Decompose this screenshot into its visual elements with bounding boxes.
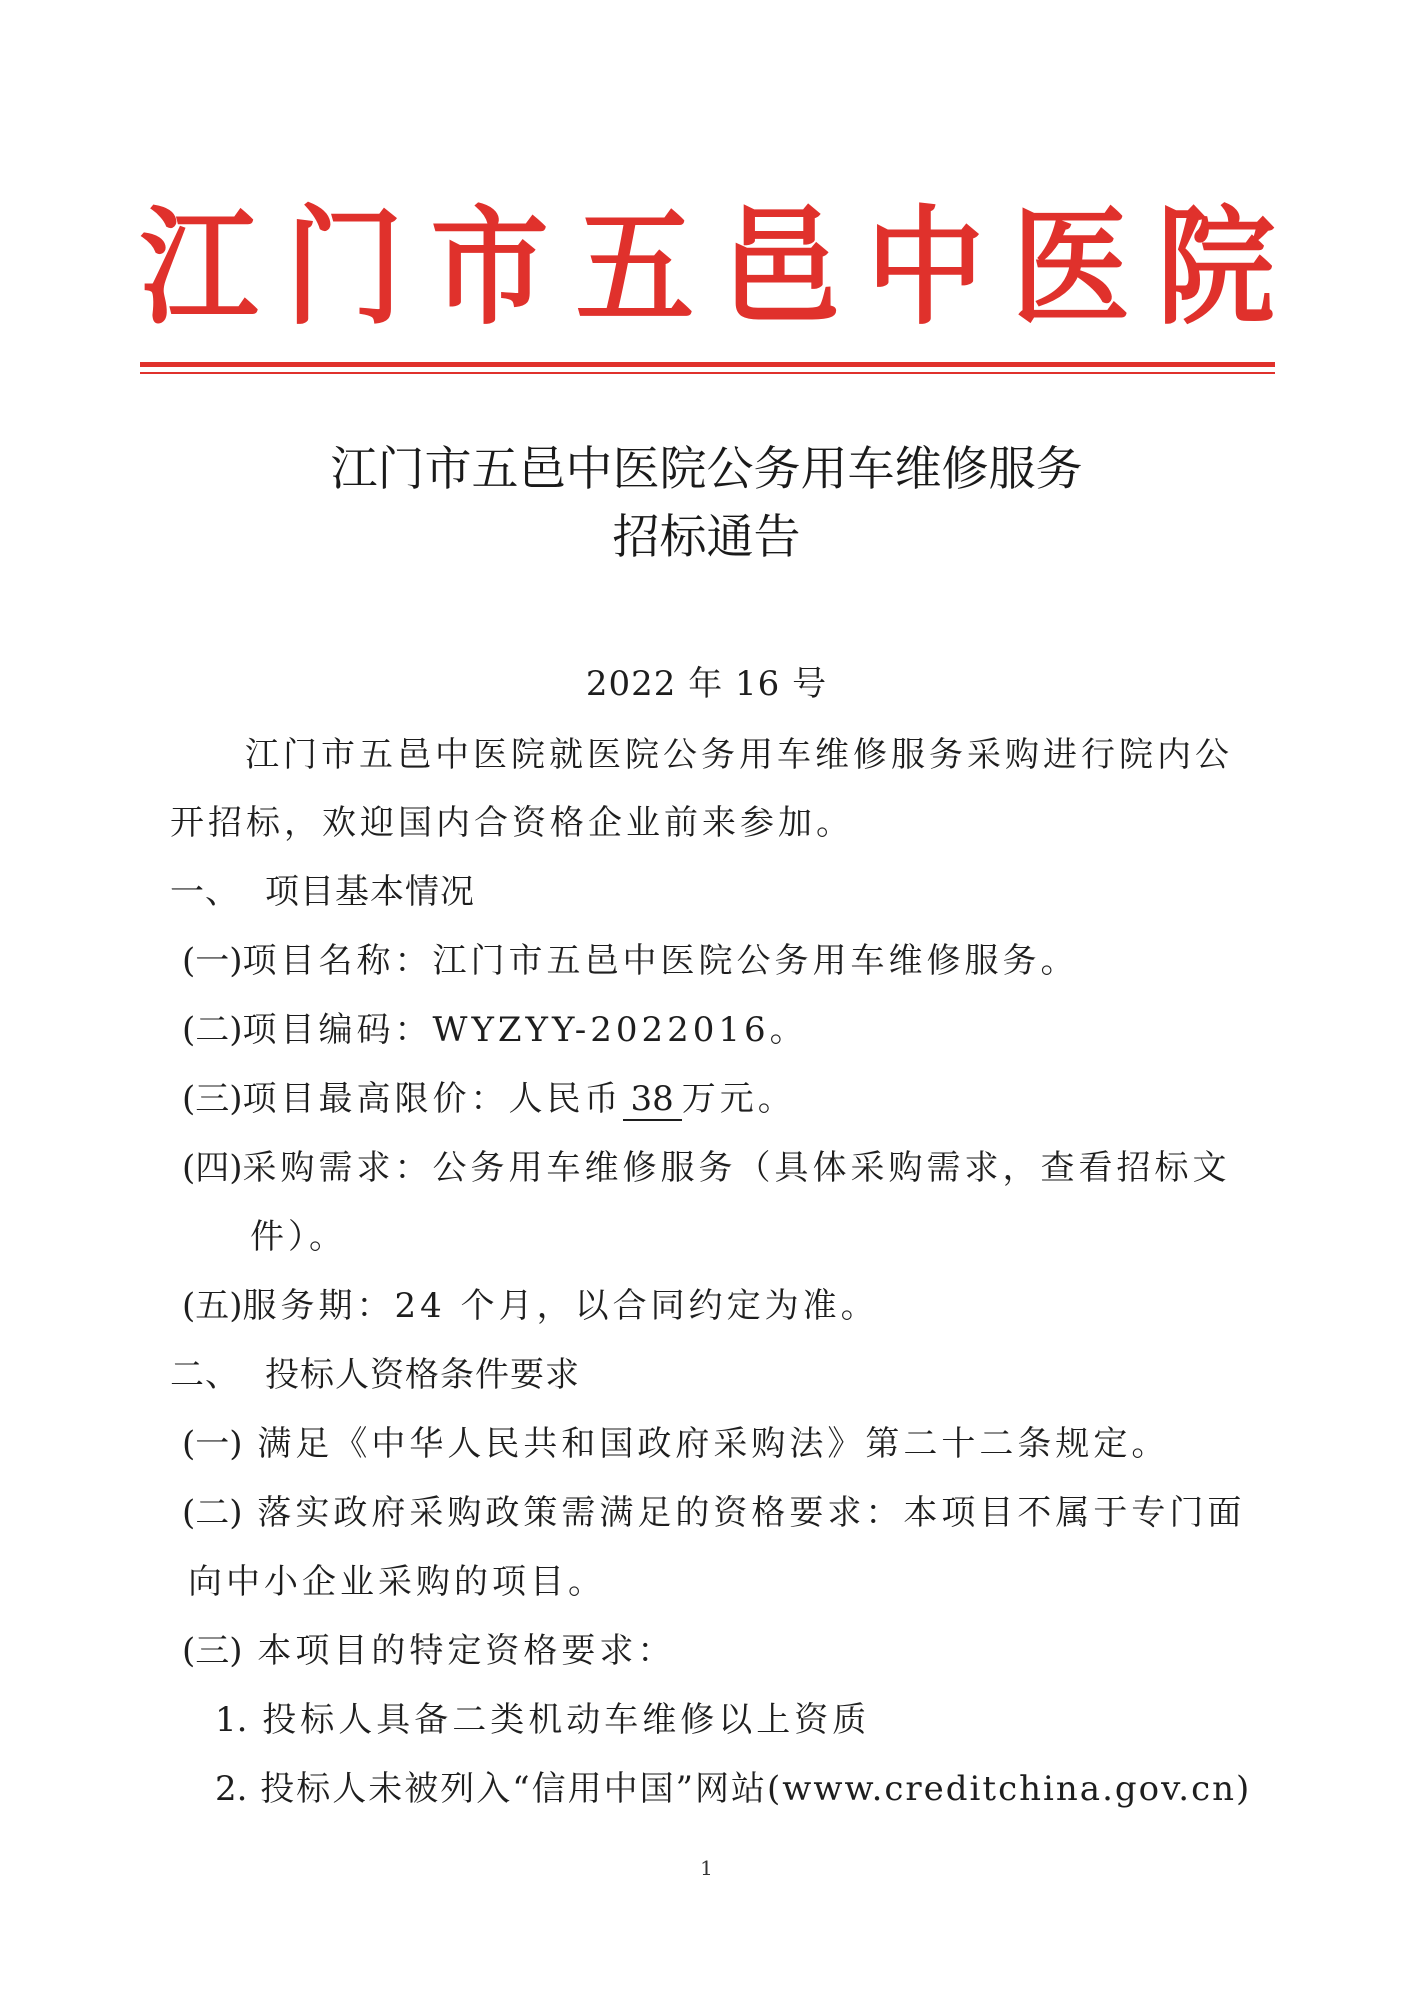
page-number: 1 — [700, 1856, 713, 1880]
letterhead-char: 江 — [140, 191, 259, 342]
letterhead-char: 中 — [866, 191, 985, 342]
letterhead-char: 五 — [575, 191, 694, 342]
item-marker: (一) — [182, 941, 243, 981]
document-title-line2: 招标通告 — [612, 510, 801, 565]
letterhead-char: 邑 — [721, 191, 840, 342]
section-number: 二、 — [170, 1355, 240, 1395]
letterhead-char: 医 — [1011, 191, 1130, 342]
section-number: 一、 — [170, 872, 240, 912]
sub-list-item — [215, 1766, 1251, 1812]
item-marker: (三) — [182, 1079, 243, 1119]
sub-item-text: 投标人具备二类机动车维修以上资质 — [262, 1700, 871, 1740]
list-item — [182, 1007, 808, 1053]
list-item — [182, 1076, 796, 1122]
letterhead-divider-thin — [140, 372, 1275, 374]
price-cap-amount: 38 — [623, 1079, 682, 1121]
section-title: 项目基本情况 — [265, 872, 475, 912]
document-title-line1: 江门市五邑中医院公务用车维修服务 — [330, 442, 1083, 497]
letterhead-divider — [140, 362, 1275, 367]
item-marker: (二) — [182, 1493, 243, 1533]
item-marker: (一) — [182, 1424, 243, 1464]
item-text: 满足《中华人民共和国政府采购法》第二十二条规定。 — [257, 1424, 1170, 1464]
sub-list-item — [215, 1697, 870, 1743]
letterhead-char: 市 — [430, 191, 549, 342]
intro-paragraph-line2: 开招标，欢迎国内合资格企业前来参加。 — [170, 803, 854, 843]
item-text: 项目编码：WYZYY-2022016。 — [242, 1010, 808, 1050]
letterhead-org-name — [140, 192, 1275, 342]
item-text: 项目最高限价：人民币 — [242, 1079, 623, 1119]
letterhead-char: 门 — [285, 191, 404, 342]
letterhead-char: 院 — [1156, 191, 1275, 342]
list-item-continuation: 件）。 — [250, 1217, 347, 1257]
item-marker: (三) — [182, 1631, 243, 1671]
document-number: 2022 年 16 号 — [585, 664, 828, 704]
list-item — [182, 1490, 1245, 1536]
sub-item-marker: 2. — [215, 1769, 248, 1809]
item-text: 本项目的特定资格要求： — [257, 1631, 676, 1671]
list-item — [182, 1145, 1231, 1191]
item-text: 采购需求：公务用车维修服务（具体采购需求，查看招标文 — [242, 1148, 1231, 1188]
item-text-suffix: 万元。 — [681, 1079, 796, 1119]
list-item — [182, 1283, 879, 1329]
section-heading-1 — [170, 869, 475, 915]
section-title: 投标人资格条件要求 — [265, 1355, 580, 1395]
item-marker: (四) — [182, 1148, 243, 1188]
item-marker: (二) — [182, 1010, 243, 1050]
item-text: 项目名称：江门市五邑中医院公务用车维修服务。 — [242, 941, 1079, 981]
list-item — [182, 1421, 1169, 1467]
intro-paragraph-line1: 江门市五邑中医院就医院公务用车维修服务采购进行院内公 — [245, 735, 1233, 775]
list-item — [182, 938, 1079, 984]
sub-item-text: 投标人未被列入“信用中国”网站(www.creditchina.gov.cn) — [260, 1769, 1252, 1809]
list-item-continuation: 向中小企业采购的项目。 — [188, 1562, 606, 1602]
section-heading-2 — [170, 1352, 580, 1398]
item-text: 服务期：24 个月，以合同约定为准。 — [242, 1286, 879, 1326]
sub-item-marker: 1. — [215, 1700, 248, 1740]
item-marker: (五) — [182, 1286, 243, 1326]
list-item — [182, 1628, 675, 1674]
item-text: 落实政府采购政策需满足的资格要求：本项目不属于专门面 — [257, 1493, 1246, 1533]
